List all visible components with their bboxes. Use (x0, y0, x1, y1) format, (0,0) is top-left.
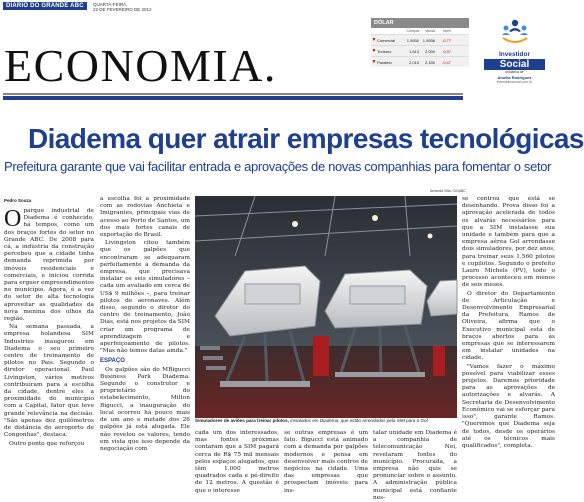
paragraph: Os galpões são do MBigucci Business Park Diadema. Segundo o construtor e proprietário do estabelecimento, Milton Bigucci, a inauguração do local ocorreu há pouco mais de um ano e metade dos 26 galpões já está alugada. Ele não revelou os valores, tendo em vista que isso depende da negociação com (100, 366, 190, 452)
newspaper-name: DIÁRIO DO GRANDE ABC (3, 2, 87, 10)
paragraph: talar unidade em Diadema é a companhia de telecomunicação Nei, revelaram fontes do município. Procurada, a empresa não quis se pronunciar sobre o assunto. A administração pública municipal está confiante nes- (373, 430, 457, 501)
paragraph: Na semana passada, a empresa holandesa SIM Industries inaugurou em Diadema o seu primeiro centro de treinamento de pilotos no País. Segundo o diretor operacional, Paul Livingston, vários motivos contribuíram para a escolha da cidade, dentre eles a proximidade do município com a Capital, fator que teve grande relevância na decisão. "São apenas dez quilômetros de distância do aeroporto de Congonhas", destaca. (4, 324, 94, 439)
col-sell: Venda (425, 29, 435, 33)
investidor-social-logo: Investidor Social iniciativa de Amélia Rodrigues investidorsocial.com.br (478, 18, 551, 86)
currency-table (371, 18, 469, 86)
paragraph: se outras empresas é um fato. Bigucci está animado com a demanda por galpões modernos e pensa em desenvolver mais centros de negócios na cidade. Uma das empresas que prospectam imóveis para ins- (284, 430, 368, 494)
paragraph: cada um dos interessados, mas fontes próximas contaram que a SIM pagará cerca de R$ 75 mil mensais pelos espaços alugados, que têm 1.000 metros quadrados cada e pé-direito de 12 metros. A questão é que o interesse (195, 430, 279, 494)
weekday: QUARTA-FEIRA, (93, 2, 128, 7)
photo-credit: Amanda Villa / DGABC (430, 189, 466, 193)
paragraph: a escolha foi a proximidade com as rodovias Anchieta e Imigrantes, principais vias de acesso ao Porto de Santos, um dos mais fortes canais de exportação do Brasil. (100, 196, 190, 239)
header-rule (3, 93, 463, 95)
paragraph: O diretor do Departamento de Articulação e Desenvolvimento Empresarial da Prefeitura, Ramos de Oliveira, afirma que o Executivo municipal está de braços abertos para as empresas que se interessarem em instalar unidades na cidade. (462, 290, 555, 362)
arrow-down-icon: ▼ (371, 59, 377, 65)
section-title: ECONOMIA. (4, 40, 277, 91)
section-heading: ESPAÇO (100, 358, 125, 365)
currency-row: ▼ Turismo 1,813 2,090 0,97 (371, 45, 469, 56)
people-icon (500, 18, 530, 46)
arrow-down-icon: ▼ (371, 48, 377, 54)
col-var: Var% (442, 29, 451, 33)
photo-caption: Simuladores de aviões para treinar pilotos, instalados em Diadema, que estão arrendados pela SIM para a Gol (195, 418, 428, 423)
byline: Pedro Souza (4, 198, 32, 203)
currency-table-title: DÓLAR (371, 18, 469, 28)
date: 22 DE FEVEREIRO DE 2012 (93, 7, 152, 12)
paragraph: Outro ponto que reforçou (9, 440, 85, 447)
article-column-3 (462, 196, 555, 485)
paragraph: se centrou que está se desenhando. Prova disso foi a aprovação acelerada de todos os alvarás necessários para que a SIM instalasse sua unidade e também para que a empresa aérea Gol arrendasse dois simuladores, por dez anos, para treinar seus 1.560 pilotos e copilotos. Segundo o prefeito Lauro Michels (PV), todo o processo aconteceu em menos de seis meses. (462, 196, 555, 289)
article-column-1: Oparque industrial de Diadema é conhecido, há tempos, como um dos braços fortes do setor no Grande ABC. De 2008 para cá, a indústria da construção percebeu que a cidade tinha demanda reprimida por imóveis residenciais e comerciais, e iniciou corrida para erguer empreendimentos no município. Agora, é a vez do setor de alta tecnologia aproveitar as qualidades da nova menina dos olhos da região. Na semana passada, a empresa holandesa SIM Industries inaugurou em Diadema o seu primeiro centro de treinamento de pilotos no País. Segundo o diretor operacional, Paul Livingston, vários motivos contribuíram para a escolha da cidade, dentre eles a proximidade do município com a Capital, fator que teve grande relevância na decisão. "São apenas dez quilômetros de distância do aeroporto de Congonhas", destaca. Outro ponto que reforçou (4, 206, 94, 447)
article-photo (195, 196, 457, 418)
paragraph: Livingston citou também que os galpões que encontraram se adequaram perfeitamente à demanda da empresa, que precisava instalar os seis simuladores – cada um avaliado em cerca de US$ 9 milhões –, para treinar pilotos de aeronaves. Além disso, segundo o diretor do centro de treinamento, João Dias, está nos projetos da SIM criar um programa de aprendizagem e aperfeiçoamento de pilotos. "Mas não temos datas ainda." (100, 240, 190, 355)
headline: Diadema quer atrair empresas tecnológicas (28, 123, 584, 154)
publication-date (93, 2, 152, 12)
currency-row: ▼ Paralelo 2,010 2,150 -0,47 (371, 56, 469, 67)
col-buy: Compra (406, 29, 419, 33)
arrow-down-icon: ▼ (371, 37, 377, 43)
drop-cap: O (4, 206, 22, 232)
header-rule-blue (3, 96, 463, 100)
subheadline: Prefeitura garante que vai facilitar entrada e aprovações de novas companhias para fomentar o setor (4, 159, 552, 174)
article-column-2 (100, 196, 190, 485)
article-column-5 (284, 430, 368, 494)
flight-simulator-photo (195, 196, 457, 418)
paragraph: "Vamos fazer o máximo possível para viabilizar esses projetos. Daremos prioridade para as aprovações de autorizações e alvarás. A Secretaria de Desenvolvimento Econômico vai se esforçar para isso", garante Ramos. "Queremos que Diadema seja de todos, desde os operários até os técnicos mais qualificados", completa. (462, 363, 555, 449)
currency-row: ▼ Comercial 1,9930 1,9936 -0,77 (371, 34, 469, 45)
article-column-6 (373, 430, 457, 501)
article-column-4 (195, 430, 279, 494)
